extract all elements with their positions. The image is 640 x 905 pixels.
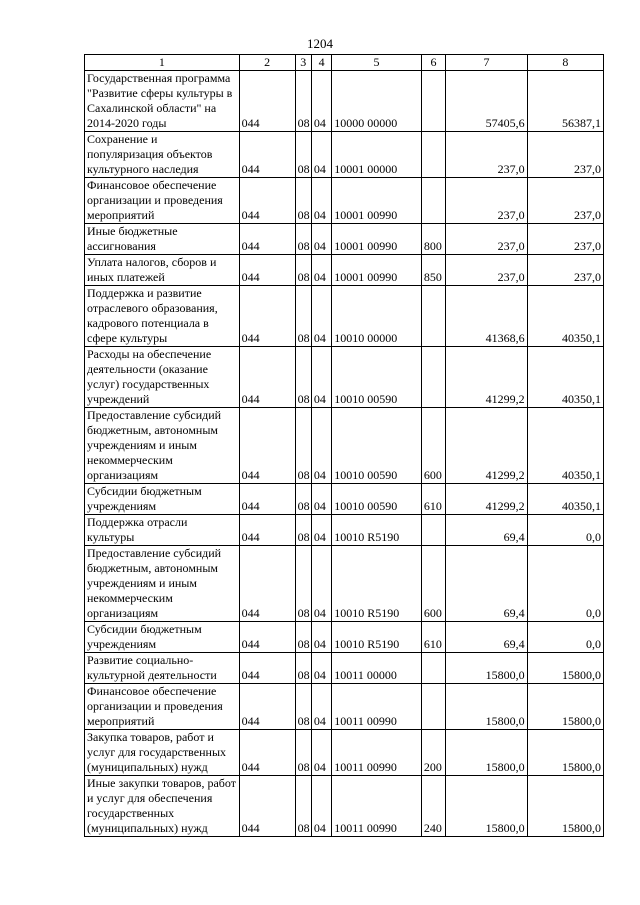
subsection-code: 04 — [311, 684, 331, 730]
table-row — [85, 255, 604, 286]
section-code: 08 — [295, 776, 311, 837]
amount-col-8: 15800,0 — [527, 653, 603, 684]
row-name: Субсидии бюджетным учреждениям — [85, 622, 240, 653]
target-article-code: 10010 00590 — [332, 408, 422, 484]
expense-type-code: 600 — [421, 546, 445, 622]
amount-col-8: 15800,0 — [527, 776, 603, 837]
row-name: Поддержка отрасли культуры — [85, 515, 240, 546]
row-name: Государственная программа "Развитие сферы культуры в Сахалинской области" на 2014-2020 годы — [85, 71, 240, 132]
ministry-code: 044 — [239, 255, 295, 286]
header-col-8: 8 — [527, 55, 603, 71]
target-article-code: 10010 00590 — [332, 484, 422, 515]
expense-type-code — [421, 71, 445, 132]
ministry-code: 044 — [239, 515, 295, 546]
table-row — [85, 684, 604, 730]
row-name: Закупка товаров, работ и услуг для государственных (муниципальных) нужд — [85, 730, 240, 776]
subsection-code: 04 — [311, 622, 331, 653]
row-name: Финансовое обеспечение организации и проведения мероприятий — [85, 684, 240, 730]
expense-type-code — [421, 515, 445, 546]
section-code: 08 — [295, 653, 311, 684]
expense-type-code — [421, 132, 445, 178]
target-article-code: 10001 00990 — [332, 224, 422, 255]
expense-type-code: 200 — [421, 730, 445, 776]
amount-col-8: 0,0 — [527, 622, 603, 653]
header-col-4: 4 — [311, 55, 331, 71]
row-name: Предоставление субсидий бюджетным, автономным учреждениям и иным некоммерческим организациям — [85, 546, 240, 622]
target-article-code: 10001 00000 — [332, 132, 422, 178]
table-row — [85, 515, 604, 546]
ministry-code: 044 — [239, 546, 295, 622]
expense-type-code — [421, 178, 445, 224]
amount-col-8: 237,0 — [527, 224, 603, 255]
target-article-code: 10010 00000 — [332, 286, 422, 347]
expense-type-code: 800 — [421, 224, 445, 255]
amount-col-7: 237,0 — [446, 132, 527, 178]
amount-col-8: 40350,1 — [527, 347, 603, 408]
subsection-code: 04 — [311, 546, 331, 622]
section-code: 08 — [295, 684, 311, 730]
row-name: Поддержка и развитие отраслевого образования, кадрового потенциала в сфере культуры — [85, 286, 240, 347]
amount-col-7: 57405,6 — [446, 71, 527, 132]
amount-col-7: 41299,2 — [446, 408, 527, 484]
amount-col-7: 237,0 — [446, 178, 527, 224]
ministry-code: 044 — [239, 730, 295, 776]
expense-type-code: 600 — [421, 408, 445, 484]
amount-col-7: 41368,6 — [446, 286, 527, 347]
section-code: 08 — [295, 255, 311, 286]
ministry-code: 044 — [239, 484, 295, 515]
subsection-code: 04 — [311, 730, 331, 776]
amount-col-8: 237,0 — [527, 255, 603, 286]
amount-col-7: 237,0 — [446, 224, 527, 255]
amount-col-8: 56387,1 — [527, 71, 603, 132]
table-row — [85, 347, 604, 408]
target-article-code: 10001 00990 — [332, 178, 422, 224]
header-col-7: 7 — [446, 55, 527, 71]
amount-col-8: 237,0 — [527, 132, 603, 178]
row-name: Иные закупки товаров, работ и услуг для обеспечения государственных (муниципальных) нужд — [85, 776, 240, 837]
row-name: Уплата налогов, сборов и иных платежей — [85, 255, 240, 286]
table-row — [85, 653, 604, 684]
subsection-code: 04 — [311, 286, 331, 347]
ministry-code: 044 — [239, 684, 295, 730]
target-article-code: 10010 R5190 — [332, 622, 422, 653]
amount-col-8: 15800,0 — [527, 684, 603, 730]
header-col-1: 1 — [85, 55, 240, 71]
subsection-code: 04 — [311, 515, 331, 546]
amount-col-8: 0,0 — [527, 515, 603, 546]
amount-col-7: 69,4 — [446, 515, 527, 546]
table-row — [85, 224, 604, 255]
ministry-code: 044 — [239, 71, 295, 132]
amount-col-7: 15800,0 — [446, 776, 527, 837]
table-row — [85, 776, 604, 837]
section-code: 08 — [295, 132, 311, 178]
expense-type-code: 850 — [421, 255, 445, 286]
section-code: 08 — [295, 224, 311, 255]
target-article-code: 10011 00990 — [332, 730, 422, 776]
section-code: 08 — [295, 515, 311, 546]
section-code: 08 — [295, 408, 311, 484]
expense-type-code — [421, 347, 445, 408]
amount-col-7: 69,4 — [446, 622, 527, 653]
table-row — [85, 71, 604, 132]
expense-type-code: 610 — [421, 484, 445, 515]
amount-col-7: 69,4 — [446, 546, 527, 622]
expense-type-code — [421, 286, 445, 347]
expense-type-code: 240 — [421, 776, 445, 837]
amount-col-7: 15800,0 — [446, 684, 527, 730]
table-row — [85, 546, 604, 622]
amount-col-7: 237,0 — [446, 255, 527, 286]
target-article-code: 10010 R5190 — [332, 515, 422, 546]
table-row — [85, 408, 604, 484]
subsection-code: 04 — [311, 224, 331, 255]
amount-col-8: 40350,1 — [527, 286, 603, 347]
header-col-5: 5 — [332, 55, 422, 71]
header-row — [85, 55, 604, 71]
subsection-code: 04 — [311, 653, 331, 684]
ministry-code: 044 — [239, 622, 295, 653]
target-article-code: 10011 00990 — [332, 684, 422, 730]
ministry-code: 044 — [239, 132, 295, 178]
subsection-code: 04 — [311, 132, 331, 178]
row-name: Предоставление субсидий бюджетным, автономным учреждениям и иным некоммерческим организациям — [85, 408, 240, 484]
row-name: Сохранение и популяризация объектов культурного наследия — [85, 132, 240, 178]
amount-col-7: 15800,0 — [446, 730, 527, 776]
table-row — [85, 132, 604, 178]
target-article-code: 10010 00590 — [332, 347, 422, 408]
target-article-code: 10001 00990 — [332, 255, 422, 286]
target-article-code: 10011 00000 — [332, 653, 422, 684]
header-col-2: 2 — [239, 55, 295, 71]
amount-col-8: 40350,1 — [527, 484, 603, 515]
expense-type-code: 610 — [421, 622, 445, 653]
amount-col-7: 41299,2 — [446, 484, 527, 515]
table-row — [85, 622, 604, 653]
row-name: Расходы на обеспечение деятельности (оказание услуг) государственных учреждений — [85, 347, 240, 408]
row-name: Финансовое обеспечение организации и проведения мероприятий — [85, 178, 240, 224]
table-row — [85, 286, 604, 347]
row-name: Развитие социально-культурной деятельности — [85, 653, 240, 684]
subsection-code: 04 — [311, 255, 331, 286]
table-row — [85, 484, 604, 515]
ministry-code: 044 — [239, 408, 295, 484]
ministry-code: 044 — [239, 286, 295, 347]
subsection-code: 04 — [311, 71, 331, 132]
ministry-code: 044 — [239, 224, 295, 255]
amount-col-7: 15800,0 — [446, 653, 527, 684]
section-code: 08 — [295, 622, 311, 653]
amount-col-8: 0,0 — [527, 546, 603, 622]
expense-type-code — [421, 684, 445, 730]
ministry-code: 044 — [239, 653, 295, 684]
section-code: 08 — [295, 484, 311, 515]
subsection-code: 04 — [311, 347, 331, 408]
subsection-code: 04 — [311, 776, 331, 837]
subsection-code: 04 — [311, 408, 331, 484]
target-article-code: 10000 00000 — [332, 71, 422, 132]
page-number: 1204 — [307, 36, 333, 51]
amount-col-8: 237,0 — [527, 178, 603, 224]
row-name: Иные бюджетные ассигнования — [85, 224, 240, 255]
table-row — [85, 730, 604, 776]
section-code: 08 — [295, 71, 311, 132]
section-code: 08 — [295, 178, 311, 224]
ministry-code: 044 — [239, 347, 295, 408]
section-code: 08 — [295, 546, 311, 622]
target-article-code: 10011 00990 — [332, 776, 422, 837]
section-code: 08 — [295, 347, 311, 408]
amount-col-8: 15800,0 — [527, 730, 603, 776]
header-col-3: 3 — [295, 55, 311, 71]
section-code: 08 — [295, 286, 311, 347]
ministry-code: 044 — [239, 178, 295, 224]
amount-col-8: 40350,1 — [527, 408, 603, 484]
amount-col-7: 41299,2 — [446, 347, 527, 408]
row-name: Субсидии бюджетным учреждениям — [85, 484, 240, 515]
section-code: 08 — [295, 730, 311, 776]
target-article-code: 10010 R5190 — [332, 546, 422, 622]
table-row — [85, 178, 604, 224]
subsection-code: 04 — [311, 178, 331, 224]
budget-table — [84, 54, 604, 837]
subsection-code: 04 — [311, 484, 331, 515]
ministry-code: 044 — [239, 776, 295, 837]
expense-type-code — [421, 653, 445, 684]
header-col-6: 6 — [421, 55, 445, 71]
